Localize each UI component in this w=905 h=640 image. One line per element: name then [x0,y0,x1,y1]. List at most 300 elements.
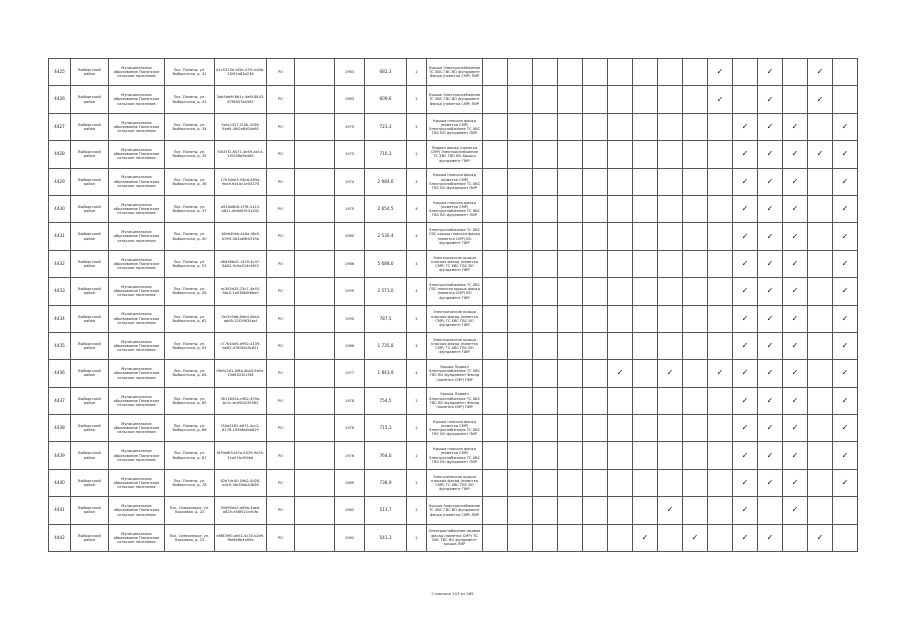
guid-cell: 16eb40eb-a16a-4fb5-b399-0b2be6f4319a [215,223,267,250]
work-check-cell [733,86,758,113]
table-row [49,332,858,359]
area-cell: 1 735,8 [365,332,407,359]
guid-cell: 40d95ed2-a69a-4aea-a825-e56f521ce0fa [215,497,267,524]
municipality-cell: Муниципальное образование Полянское сельское поселение [109,113,165,140]
checkmark-icon: ✓ [841,176,849,186]
work-check-cell [708,168,733,195]
works-list-cell: Подвал фасад (пометка СМР) Электроснабжение ТС ХВС ГВС ВО Крыша фундамент ПИР [427,141,483,168]
area-cell: 710,3 [365,141,407,168]
work-check-cell [683,168,708,195]
year-cell: 1977 [335,360,365,387]
table-row [49,524,858,551]
checkmark-icon: ✓ [666,505,674,515]
area-cell: 754,5 [365,387,407,414]
work-check-cell [558,524,583,551]
guid-cell: a6d38bd2-1429-4c37-8b02-5c5e424e5f03 [215,250,267,277]
ownership-type-cell: РО [267,305,295,332]
work-check-cell [808,497,833,524]
work-check-cell [608,59,633,86]
empty-cell [295,442,335,469]
work-check-cell [483,223,508,250]
year-cell: 1976 [335,442,365,469]
empty-cell [295,524,335,551]
municipality-cell: Муниципальное образование Полянское сельское поселение [109,278,165,305]
checkmark-icon: ✓ [691,532,699,542]
work-check-cell [758,195,783,222]
address-cell: Пос. Поляны, ул. Выборгская, д. 37 [165,195,215,222]
floors-cell: 4 [407,250,427,277]
floors-cell: 2 [407,305,427,332]
works-list-cell: Крыша плоская фасад (пометка СМР) Электроснабжение ТС ХВС ГВС ВО фундамент ПИР [427,113,483,140]
row-number-cell: 4434 [49,305,71,332]
checkmark-icon: ✓ [716,368,724,378]
table-row [49,195,858,222]
work-check-cell [558,141,583,168]
work-check-cell [483,524,508,551]
work-check-cell [833,387,858,414]
guid-cell: f9b9c2d1-0f6a-4ba4-9e5e-25d6523c2f36 [215,360,267,387]
work-check-cell [583,113,608,140]
year-cell: 1959 [335,278,365,305]
work-check-cell [608,86,633,113]
work-check-cell [558,113,583,140]
work-check-cell [583,141,608,168]
work-check-cell [583,168,608,195]
empty-cell [295,332,335,359]
table-row [49,223,858,250]
table-body [49,59,858,552]
work-check-cell [608,442,633,469]
work-check-cell [558,387,583,414]
floors-cell: 2 [407,86,427,113]
address-cell: Пос. Семиозерье, ул. Парковая, д. 22 [165,497,215,524]
ownership-type-cell: РО [267,469,295,496]
district-cell: Выборгский район [71,59,109,86]
checkmark-icon: ✓ [791,450,799,460]
municipality-cell: Муниципальное образование Полянское сельское поселение [109,332,165,359]
address-cell: Пос. Поляны, ул. Выборгская, д. 35 [165,141,215,168]
work-check-cell [633,469,658,496]
row-number-cell: 4430 [49,195,71,222]
work-check-cell [808,223,833,250]
floors-cell: 2 [407,469,427,496]
checkmark-icon: ✓ [791,121,799,131]
work-check-cell [758,113,783,140]
work-check-cell [608,168,633,195]
area-cell: 723,3 [365,113,407,140]
municipality-cell: Муниципальное образование Полянское сельское поселение [109,469,165,496]
guid-cell: a920a6b6-1f76-4123-a821-ab6d09131d32 [215,195,267,222]
work-check-cell [783,113,808,140]
checkmark-icon: ✓ [741,176,749,186]
municipality-cell: Муниципальное образование Полянское сельское поселение [109,250,165,277]
checkmark-icon: ✓ [766,532,774,542]
works-list-cell: Электрические крыша плоская фасад (пометка СМР) ТС ХВС ГВС ВО фундамент ПИР [427,469,483,496]
table-row [49,497,858,524]
work-check-cell [533,141,558,168]
work-check-cell [658,305,683,332]
work-check-cell [708,497,733,524]
work-check-cell [533,442,558,469]
checkmark-icon: ✓ [766,450,774,460]
work-check-cell [658,141,683,168]
work-check-cell [683,360,708,387]
floors-cell: 4 [407,332,427,359]
works-list-cell: Крыша Электроснабжение ТС ХВС ГВС ВО фундамент Фасад (пометка СМР) ПИР [427,59,483,86]
work-check-cell [758,305,783,332]
checkmark-icon: ✓ [841,286,849,296]
work-check-cell [808,59,833,86]
checkmark-icon: ✓ [766,121,774,131]
work-check-cell [833,524,858,551]
checkmark-icon: ✓ [741,204,749,214]
work-check-cell [658,113,683,140]
work-check-cell [733,415,758,442]
work-check-cell [533,387,558,414]
row-number-cell: 4439 [49,442,71,469]
work-check-cell [508,524,533,551]
checkmark-icon: ✓ [841,231,849,241]
work-check-cell [583,360,608,387]
checkmark-icon: ✓ [791,204,799,214]
work-check-cell [533,415,558,442]
work-check-cell [708,360,733,387]
checkmark-icon: ✓ [791,368,799,378]
work-check-cell [483,469,508,496]
works-list-cell: Электроснабжение ТС ХВС ГВС крыша плоская фасад (пометка СМР) ВО фундамент ПИР [427,223,483,250]
work-check-cell [758,141,783,168]
work-check-cell [633,415,658,442]
guid-cell: 3b11845e-c982-499a-bc1c-acd5fa235982 [215,387,267,414]
works-list-cell: Крыша Электроснабжение ТС ХВС ГВС ВО фундамент Фасад (пометка СМР) ПИР [427,86,483,113]
work-check-cell [783,415,808,442]
work-check-cell [658,332,683,359]
work-check-cell [608,250,633,277]
works-list-cell: Крыша Подвал Электроснабжение ТС ХВС ГВС ВО фундамент Фасад (пометка СМР) ПИР [427,360,483,387]
works-list-cell: Крыша плоская фасад (пометка СМР) Электроснабжение ТС ХВС ГВС ВО фундамент ПИР [427,168,483,195]
work-check-cell [508,113,533,140]
work-check-cell [708,387,733,414]
checkmark-icon: ✓ [841,204,849,214]
work-check-cell [683,524,708,551]
work-check-cell [508,86,533,113]
guid-cell: 7abc1327-f20b-4196-9bd9-4fd2e8d04e60 [215,113,267,140]
area-cell: 787,5 [365,305,407,332]
floors-cell: 4 [407,360,427,387]
area-cell: 1 843,9 [365,360,407,387]
work-check-cell [833,278,858,305]
empty-cell [295,415,335,442]
work-check-cell [808,387,833,414]
work-check-cell [533,497,558,524]
work-check-cell [708,59,733,86]
checkmark-icon: ✓ [791,341,799,351]
address-cell: Пос. Поляны, ул. Выборгская, д. 53 [165,250,215,277]
ownership-type-cell: РО [267,332,295,359]
work-check-cell [508,497,533,524]
guid-cell: f3d37f2-8471-4e49-ae14-1f5296d9b4d5 [215,141,267,168]
work-check-cell [708,195,733,222]
area-cell: 2 571,0 [365,278,407,305]
work-check-cell [533,305,558,332]
work-check-cell [533,278,558,305]
guid-cell: 9f39e8f0-fa7a-4029-9d35-1ca07bc5f4bd [215,442,267,469]
work-check-cell [483,113,508,140]
work-check-cell [658,497,683,524]
checkmark-icon: ✓ [841,313,849,323]
district-cell: Выборгский район [71,113,109,140]
work-check-cell [783,305,808,332]
row-number-cell: 4441 [49,497,71,524]
works-list-cell: Крыша Подвал Электроснабжение ТС ХВС ГВС ВО фундамент Фасад (пометка СМР) ПИР [427,387,483,414]
municipality-cell: Муниципальное образование Полянское сельское поселение [109,168,165,195]
year-cell: 1980 [335,223,365,250]
work-check-cell [558,442,583,469]
work-check-cell [533,332,558,359]
work-check-cell [708,524,733,551]
work-check-cell [658,168,683,195]
address-cell: Пос. Поляны, ул. Выборгская, д. 63 [165,332,215,359]
work-check-cell [758,223,783,250]
work-check-cell [583,332,608,359]
checkmark-icon: ✓ [791,258,799,268]
work-check-cell [633,168,658,195]
district-cell: Выборгский район [71,524,109,551]
municipality-cell: Муниципальное образование Полянское сельское поселение [109,524,165,551]
district-cell: Выборгский район [71,195,109,222]
work-check-cell [708,223,733,250]
work-check-cell [808,168,833,195]
work-check-cell [758,469,783,496]
work-check-cell [658,223,683,250]
ownership-type-cell: РО [267,442,295,469]
works-list-cell: Электрические крыша плоская фасад (пометка СМР) ТС ХВС ГВС ВО фундамент ПИР [427,250,483,277]
checkmark-icon: ✓ [741,149,749,159]
work-check-cell [558,59,583,86]
work-check-cell [758,415,783,442]
checkmark-icon: ✓ [816,532,824,542]
work-check-cell [758,250,783,277]
work-check-cell [708,469,733,496]
checkmark-icon: ✓ [741,231,749,241]
work-check-cell [483,305,508,332]
work-check-cell [733,59,758,86]
ownership-type-cell: РО [267,278,295,305]
work-check-cell [558,278,583,305]
checkmark-icon: ✓ [766,94,774,104]
work-check-cell [833,442,858,469]
checkmark-icon: ✓ [741,341,749,351]
page-footer: Страница 243 из 289 [431,591,474,596]
work-check-cell [683,86,708,113]
works-list-cell: Крыша Электроснабжение ТС ХВС ГВС ВО фундамент Фасад (пометка СМР) ПИР [427,497,483,524]
work-check-cell [683,278,708,305]
row-number-cell: 4436 [49,360,71,387]
row-number-cell: 4435 [49,332,71,359]
area-cell: 2 984,6 [365,168,407,195]
guid-cell: b1c5373e-4f2b-47f1-b04b-2f281a83d236 [215,59,267,86]
district-cell: Выборгский район [71,86,109,113]
empty-cell [295,113,335,140]
ownership-type-cell: РО [267,223,295,250]
municipality-cell: Муниципальное образование Полянское сельское поселение [109,86,165,113]
work-check-cell [633,360,658,387]
work-check-cell [633,141,658,168]
work-check-cell [483,278,508,305]
work-check-cell [508,442,533,469]
work-check-cell [608,387,633,414]
work-check-cell [583,524,608,551]
work-check-cell [608,332,633,359]
address-cell: Пос. Поляны, ул. Выборгская, д. 87 [165,442,215,469]
work-check-cell [833,305,858,332]
work-check-cell [708,442,733,469]
checkmark-icon: ✓ [741,258,749,268]
work-check-cell [733,250,758,277]
work-check-cell [833,195,858,222]
district-cell: Выборгский район [71,141,109,168]
work-check-cell [783,86,808,113]
municipality-cell: Муниципальное образование Полянское сельское поселение [109,360,165,387]
work-check-cell [683,305,708,332]
work-check-cell [508,250,533,277]
floors-cell: 2 [407,442,427,469]
work-check-cell [533,360,558,387]
work-check-cell [833,59,858,86]
area-cell: 715,3 [365,415,407,442]
row-number-cell: 4438 [49,415,71,442]
work-check-cell [833,250,858,277]
work-check-cell [483,360,508,387]
row-number-cell: 4431 [49,223,71,250]
works-table [48,58,858,552]
work-check-cell [633,497,658,524]
checkmark-icon: ✓ [641,532,649,542]
work-check-cell [533,250,558,277]
work-check-cell [483,415,508,442]
work-check-cell [808,195,833,222]
area-cell: 5 688,0 [365,250,407,277]
work-check-cell [683,387,708,414]
checkmark-icon: ✓ [841,478,849,488]
area-cell: 764,6 [365,442,407,469]
checkmark-icon: ✓ [841,450,849,460]
area-cell: 682,3 [365,59,407,86]
work-check-cell [733,497,758,524]
work-check-cell [483,442,508,469]
district-cell: Выборгский район [71,223,109,250]
work-check-cell [733,332,758,359]
work-check-cell [633,195,658,222]
work-check-cell [658,415,683,442]
checkmark-icon: ✓ [791,505,799,515]
year-cell: 1990 [335,305,365,332]
year-cell: 1963 [335,86,365,113]
work-check-cell [608,278,633,305]
checkmark-icon: ✓ [841,121,849,131]
ownership-type-cell: РО [267,113,295,140]
ownership-type-cell: РО [267,387,295,414]
table-row [49,415,858,442]
work-check-cell [583,469,608,496]
checkmark-icon: ✓ [841,341,849,351]
works-list-cell: Электроснабжение ТС ХВС ГВС плоская крыша фасад (пометка СМР) ВО фундамент ПИР [427,278,483,305]
work-check-cell [783,250,808,277]
work-check-cell [783,195,808,222]
checkmark-icon: ✓ [791,478,799,488]
checkmark-icon: ✓ [766,478,774,488]
work-check-cell [833,223,858,250]
checkmark-icon: ✓ [791,149,799,159]
works-list-cell: Электрические крыша плоская фасад (пометка СМР) ТС ХВС ГВС ВО фундамент ПИР [427,332,483,359]
work-check-cell [783,332,808,359]
works-list-cell: Крыша плоская фасад (пометка СМР) Электроснабжение ТС ХВС ГВС ВО фундамент ПИР [427,195,483,222]
year-cell: 1962 [335,524,365,551]
work-check-cell [633,59,658,86]
work-check-cell [708,332,733,359]
work-check-cell [533,59,558,86]
checkmark-icon: ✓ [741,450,749,460]
work-check-cell [783,223,808,250]
guid-cell: c77b34e5-d992-4139-be62-d76f40a9cd21 [215,332,267,359]
work-check-cell [633,86,658,113]
work-check-cell [733,141,758,168]
empty-cell [295,59,335,86]
area-cell: 541,3 [365,524,407,551]
work-check-cell [833,332,858,359]
work-check-cell [808,332,833,359]
floors-cell: 2 [407,415,427,442]
work-check-cell [733,387,758,414]
work-check-cell [508,305,533,332]
work-check-cell [833,141,858,168]
ownership-type-cell: РО [267,59,295,86]
table-row [49,387,858,414]
work-check-cell [758,332,783,359]
work-check-cell [633,442,658,469]
checkmark-icon: ✓ [841,395,849,405]
work-check-cell [558,305,583,332]
work-check-cell [733,278,758,305]
work-check-cell [758,278,783,305]
work-check-cell [608,524,633,551]
work-check-cell [733,469,758,496]
work-check-cell [483,168,508,195]
checkmark-icon: ✓ [816,67,824,77]
work-check-cell [558,250,583,277]
district-cell: Выборгский район [71,250,109,277]
checkmark-icon: ✓ [741,368,749,378]
district-cell: Выборгский район [71,387,109,414]
work-check-cell [483,332,508,359]
work-check-cell [483,250,508,277]
checkmark-icon: ✓ [766,341,774,351]
floors-cell: 4 [407,195,427,222]
empty-cell [295,360,335,387]
work-check-cell [533,524,558,551]
work-check-cell [758,360,783,387]
floors-cell: 2 [407,113,427,140]
work-check-cell [683,442,708,469]
checkmark-icon: ✓ [741,313,749,323]
work-check-cell [633,250,658,277]
work-check-cell [558,86,583,113]
work-check-cell [808,250,833,277]
floors-cell: 4 [407,223,427,250]
floors-cell: 2 [407,141,427,168]
work-check-cell [683,497,708,524]
empty-cell [295,223,335,250]
